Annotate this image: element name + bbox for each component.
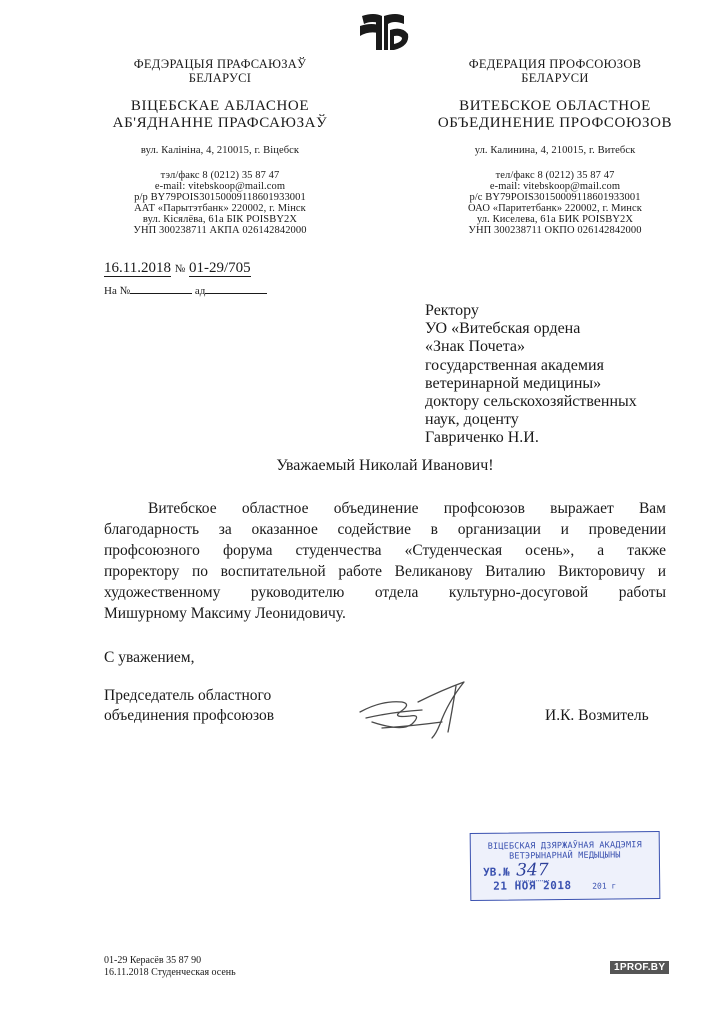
- phone-be: тэл/факс 8 (0212) 35 87 47: [160, 170, 280, 181]
- salutation: Уважаемый Николай Иванович!: [276, 457, 494, 474]
- body-line: Мишурному Максиму Леонидовичу.: [104, 605, 346, 622]
- org-name-be-line2: АБ'ЯДНАННЕ ПРАФСАЮЗАЎ: [112, 115, 328, 131]
- stamp-date: 21 НОЯ 2018: [493, 878, 572, 893]
- body-line: профсоюзного форума студенчества «Студенческая осень», а также: [104, 542, 666, 559]
- body-line: проректору по воспитательной работе Великанову Виталию Викторовичу и: [104, 563, 666, 580]
- reply-date-blank: [205, 293, 267, 294]
- stamp-year-suffix: 201 г: [592, 881, 617, 891]
- addressee-line: УО «Витебская ордена: [425, 320, 581, 338]
- federation-name-ru-line2: БЕЛАРУСИ: [521, 71, 589, 85]
- federation-name-ru-line1: ФЕДЕРАЦИЯ ПРОФСОЮЗОВ: [468, 57, 642, 71]
- federation-logo: [352, 10, 412, 54]
- reference-block: [104, 259, 324, 298]
- federation-name-be-line1: ФЕДЭРАЦЫЯ ПРАФСАЮЗАЎ: [133, 57, 307, 71]
- letter-date: 16.11.2018: [104, 260, 171, 276]
- addressee-block: [425, 302, 705, 448]
- addressee-line: доктору сельскохозяйственных: [425, 393, 637, 411]
- bank-address-be: вул. Кісялёва, 61а БІК POISBY2X: [142, 214, 298, 225]
- reply-mid: ад: [194, 285, 206, 297]
- addressee-line: государственная академия: [425, 356, 604, 374]
- body-line: Витебское областное объединение профсоюзов выражает Вам: [148, 500, 666, 517]
- body-line: художественному руководителю отдела культурно-досуговой работы: [104, 584, 666, 601]
- closing: С уважением,: [104, 649, 195, 666]
- header-right: [430, 57, 680, 236]
- footer-line2: 16.11.2018 Студенческая осень: [104, 967, 236, 978]
- addressee-line: наук, доценту: [425, 411, 519, 429]
- body-line: благодарность за оказанное содействие в организации и проведении: [104, 521, 666, 538]
- federation-name-be-line2: БЕЛАРУСІ: [188, 71, 252, 85]
- phone-ru: тел/факс 8 (0212) 35 87 47: [495, 170, 615, 181]
- email-ru: e-mail: vitebskoop@mail.com: [489, 181, 621, 192]
- addressee-line: «Знак Почета»: [425, 338, 526, 356]
- ids-be: УНП 300238711 АКПА 026142842000: [133, 225, 307, 236]
- letter-number: 01-29/705: [188, 260, 251, 276]
- signatory-name: И.К. Возмитель: [545, 707, 649, 724]
- signature-image: [352, 672, 492, 742]
- stamp-number-label: УВ.№: [482, 865, 510, 879]
- address-ru: ул. Калинина, 4, 210015, г. Витебск: [474, 145, 636, 156]
- org-name-ru-line2: ОБЪЕДИНЕНИЕ ПРОФСОЮЗОВ: [437, 115, 673, 131]
- header-left: [95, 57, 345, 236]
- stamp-institution-line2: ВЕТЭРЫНАРНАЙ МЕДЫЦЫНЫ: [509, 850, 621, 862]
- watermark: 1PROF.BY: [610, 961, 669, 974]
- incoming-stamp: [470, 831, 661, 901]
- reply-number-blank: [130, 293, 192, 294]
- footer-notes: [104, 955, 236, 979]
- letter-body: [104, 498, 666, 624]
- addressee-line: ветеринарной медицины»: [425, 374, 602, 392]
- account-be: р/р BY79POIS30150009118601933001: [134, 192, 306, 203]
- signatory-title-line2: объединения профсоюзов: [104, 707, 275, 724]
- address-be: вул. Калініна, 4, 210015, г. Віцебск: [140, 145, 300, 156]
- signatory-title: [104, 686, 274, 726]
- number-sign: №: [174, 263, 186, 275]
- ids-ru: УНП 300238711 ОКПО 026142842000: [468, 225, 642, 236]
- stamp-institution-line1: ВІЦЕБСКАЯ ДЗЯРЖАЎНАЯ АКАДЭМІЯ: [487, 840, 642, 852]
- footer-line1: 01-29 Керасёв 35 87 90: [104, 955, 202, 966]
- bank-address-ru: ул. Киселева, 61а БИК POISBY2X: [476, 214, 634, 225]
- org-name-ru-line1: ВИТЕБСКОЕ ОБЛАСТНОЕ: [459, 98, 651, 114]
- addressee-line: Гавриченко Н.И.: [425, 429, 539, 447]
- email-be: e-mail: vitebskoop@mail.com: [154, 181, 286, 192]
- addressee-line: Ректору: [425, 302, 479, 319]
- reply-prefix: На №: [104, 285, 131, 297]
- stamp-handwritten-number: 347: [516, 860, 549, 881]
- account-ru: р/с BY79POIS30150009118601933001: [469, 192, 641, 203]
- org-name-be-line1: ВІЦЕБСКАЕ АБЛАСНОЕ: [130, 98, 310, 114]
- bank-be: ААТ «Парытэтбанк» 220002, г. Мінск: [134, 203, 306, 214]
- signatory-title-line1: Председатель областного: [104, 687, 272, 704]
- bank-ru: ОАО «Паритетбанк» 220002, г. Минск: [468, 203, 642, 214]
